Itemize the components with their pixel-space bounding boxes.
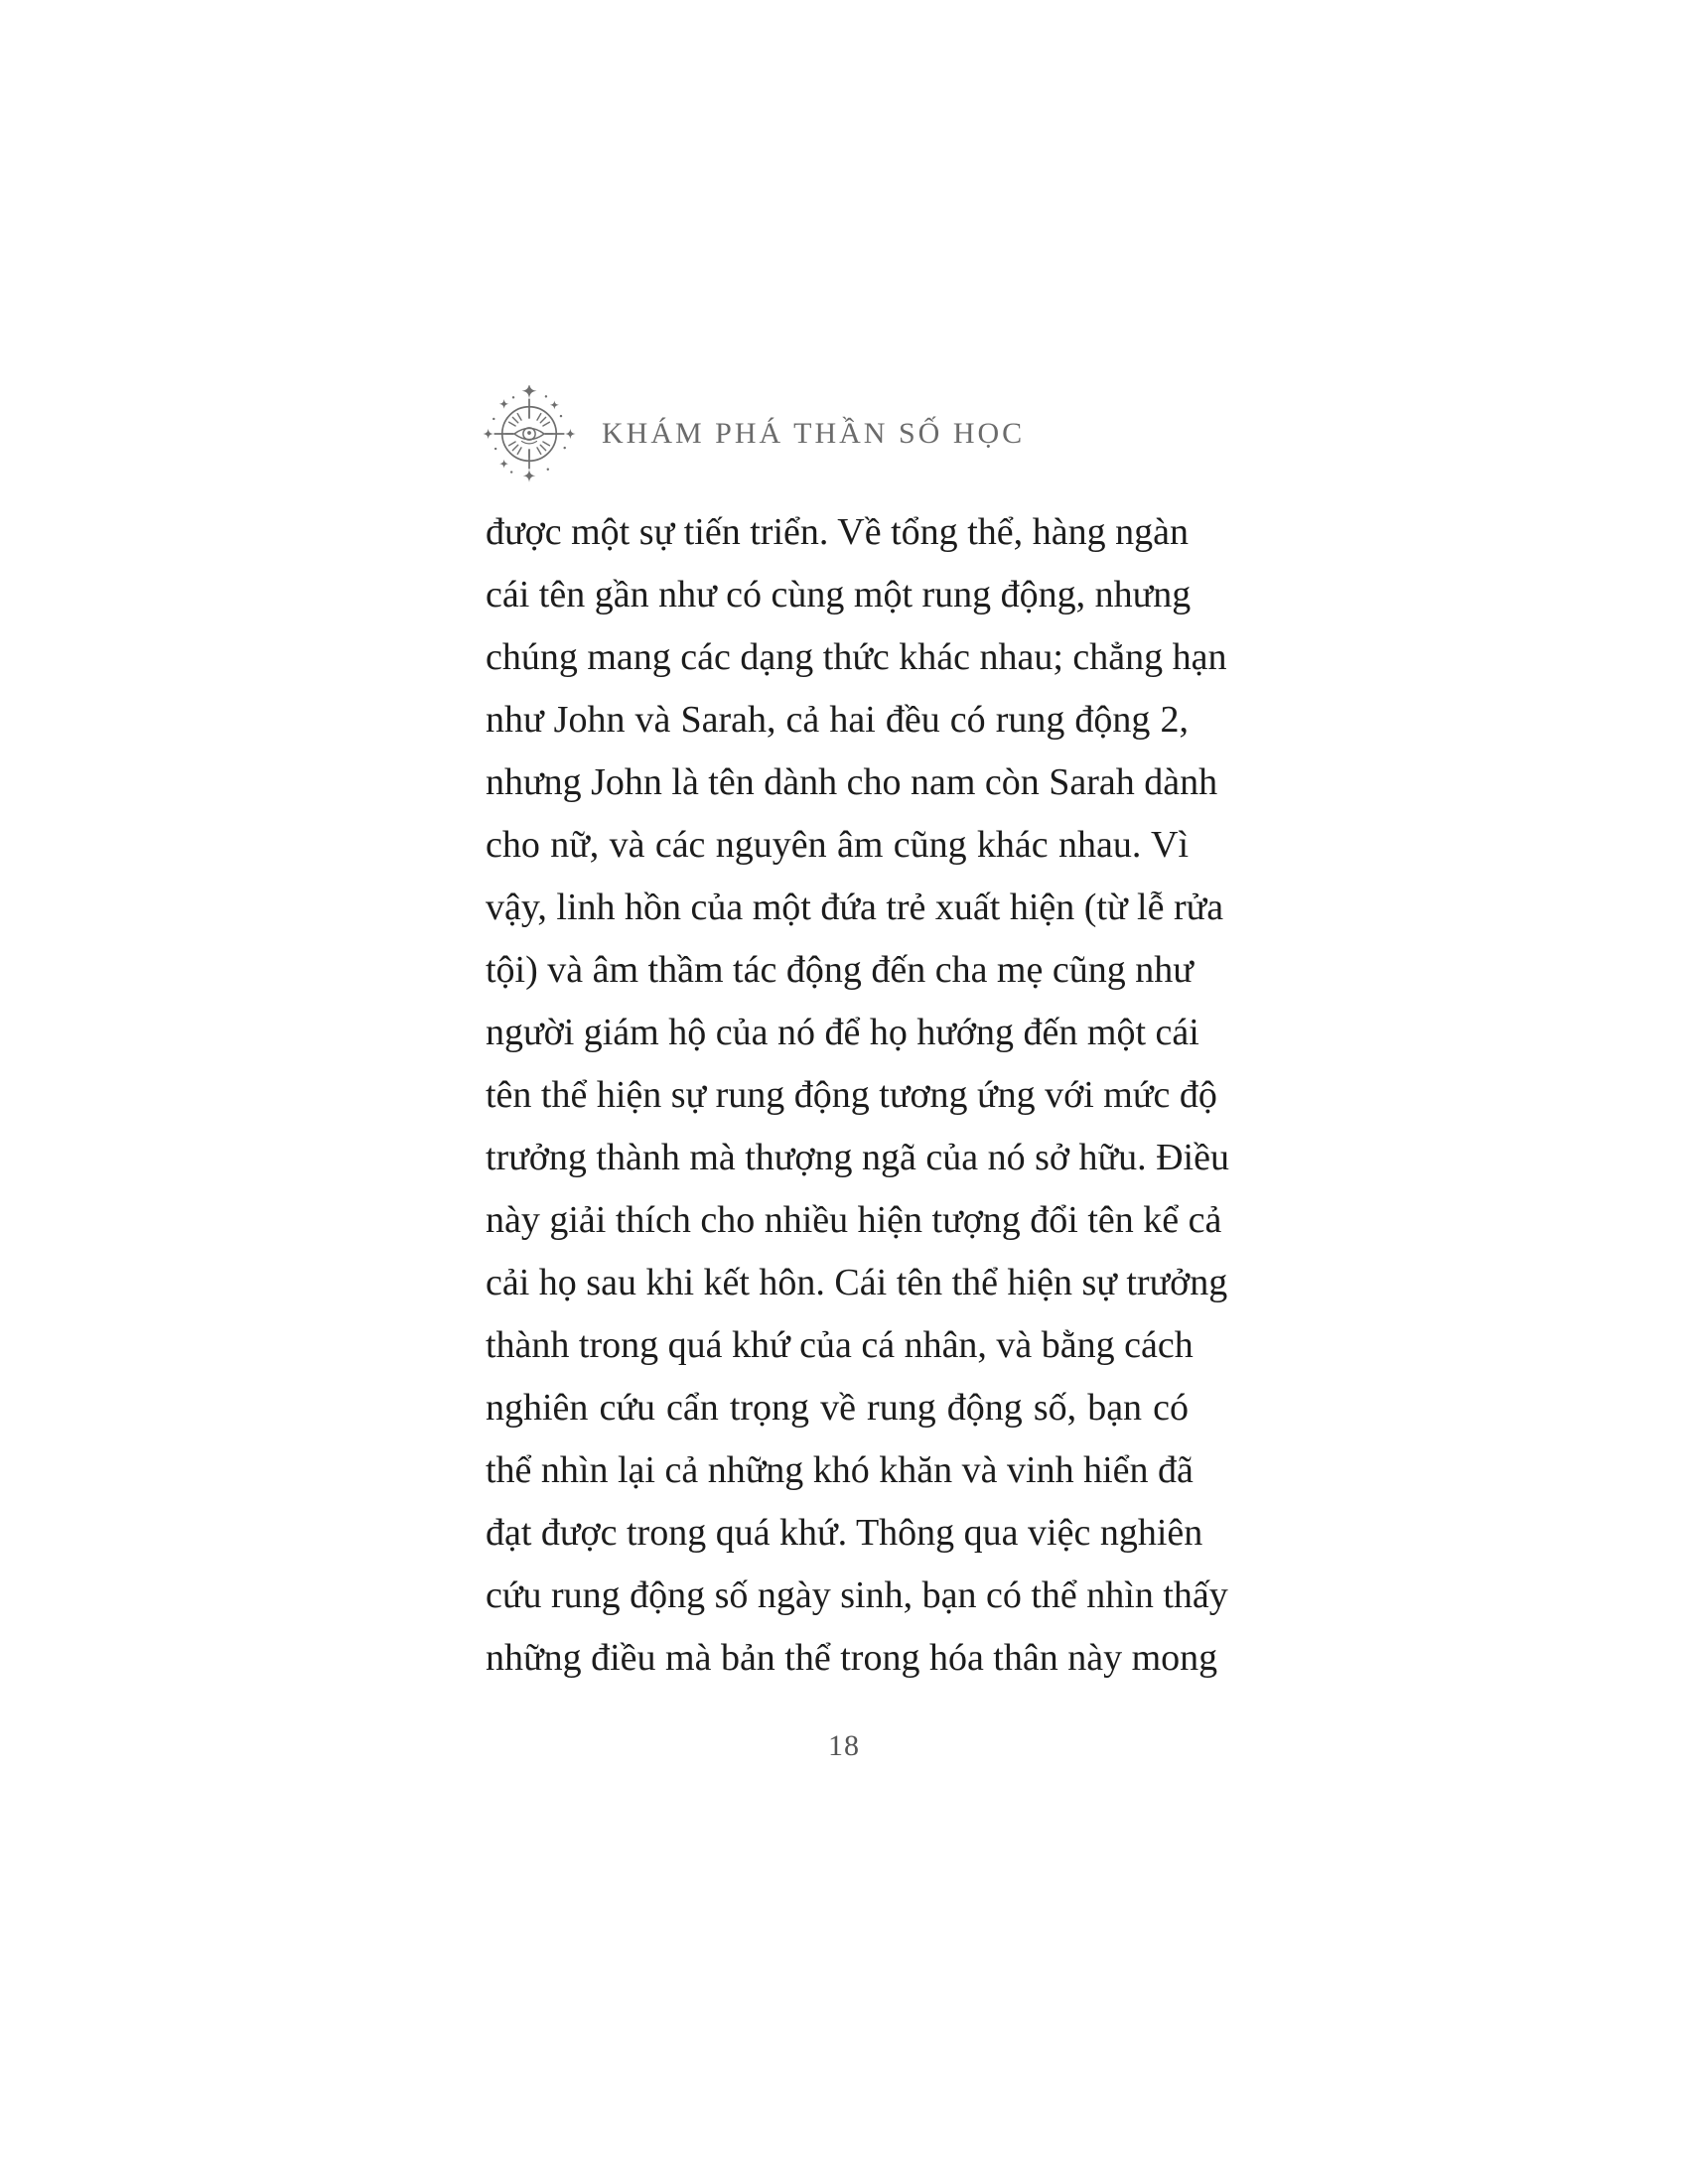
icon-eye <box>514 428 544 444</box>
text-line: nghiên cứu cẩn trọng về rung động số, bạn có <box>486 1387 1189 1429</box>
text-line: như John và Sarah, cả hai đều có rung động 2, <box>486 699 1189 741</box>
text-line: tội) và âm thầm tác động đến cha mẹ cũng như <box>486 949 1194 991</box>
book-running-title: KHÁM PHÁ THẦN SỐ HỌC <box>602 417 1026 450</box>
text-line: này giải thích cho nhiều hiện tượng đổi tên kể cả <box>486 1199 1222 1241</box>
text-line: đạt được trong quá khứ. Thông qua việc nghiên <box>486 1512 1203 1554</box>
text-line: cải họ sau khi kết hôn. Cái tên thể hiện sự trưởng <box>486 1262 1228 1303</box>
text-line: thể nhìn lại cả những khó khăn và vinh hiển đã <box>486 1449 1194 1491</box>
text-line: chúng mang các dạng thức khác nhau; chẳng hạn <box>486 636 1227 678</box>
page-header <box>483 385 1025 482</box>
text-line: vậy, linh hồn của một đứa trẻ xuất hiện (từ lễ rửa <box>486 887 1224 928</box>
text-line: tên thể hiện sự rung động tương ứng với mức độ <box>486 1074 1217 1116</box>
text-line: nhưng John là tên dành cho nam còn Sarah dành <box>486 761 1218 803</box>
text-line: người giám hộ của nó để họ hướng đến một cái <box>486 1012 1199 1053</box>
mystic-eye-icon <box>483 385 576 482</box>
page-number: 18 <box>828 1729 860 1762</box>
body-paragraph <box>486 501 1229 1690</box>
text-line: được một sự tiến triển. Về tổng thể, hàng ngàn <box>486 511 1189 553</box>
text-line: những điều mà bản thể trong hóa thân này mong <box>486 1637 1218 1679</box>
text-line: cho nữ, và các nguyên âm cũng khác nhau. Vì <box>486 824 1189 866</box>
text-line: cái tên gần như có cùng một rung động, nhưng <box>486 574 1192 615</box>
text-line: trưởng thành mà thượng ngã của nó sở hữu. Điều <box>486 1137 1229 1178</box>
text-line: thành trong quá khứ của cá nhân, và bằng cách <box>486 1324 1194 1366</box>
text-line: cứu rung động số ngày sinh, bạn có thể nhìn thấy <box>486 1574 1228 1616</box>
